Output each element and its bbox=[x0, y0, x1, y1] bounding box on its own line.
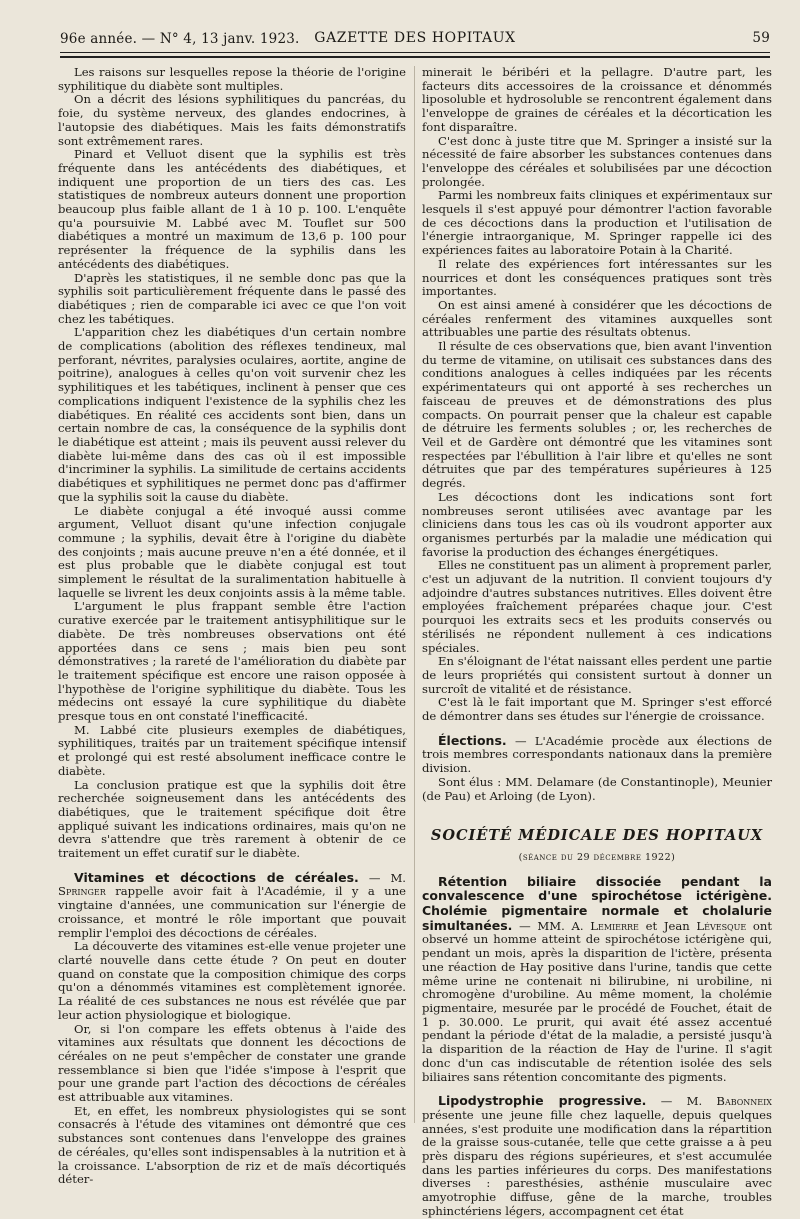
paragraph: On a décrit des lésions syphilitiques du pancréas, du foie, du système nerveux, des glandes endocrines, à l'autopsie des diabétiques. Mais les faits démonstratifs sont extrêmement rares. bbox=[58, 92, 406, 148]
author-name: Lévesque bbox=[696, 918, 747, 933]
header-rule-thick bbox=[60, 56, 770, 58]
column-divider bbox=[414, 66, 415, 1123]
paragraph: M. Labbé cite plusieurs exemples de diabétiques, syphilitiques, traités par un traitement spécifique intensif et prolongé qui est resté absolument inefficace contre le diabète. bbox=[58, 722, 406, 778]
author-prefix: — MM. A. bbox=[519, 918, 591, 933]
paragraph-text: présente une jeune fille chez laquelle, depuis quelques années, s'est produite une modification dans la répartition de la graisse sous-cutanée, telle que cette graisse a à peu près disparu des régions supérieures, et s'est accumulée dans les parties inférieures du corps. Des manifestations diverses : paresthésies, asthénie musculaire avec amyotrophie diffuse, gêne de la marche, troubles sphinctériens légers, accompagnent cet état bbox=[422, 1107, 772, 1218]
section-paragraph bbox=[422, 875, 772, 1085]
issue-line: 96e année. — N° 4, 13 janv. 1923. bbox=[60, 31, 300, 47]
paragraph: Les décoctions dont les indications sont fort nombreuses seront utilisées avec avantage par les cliniciens dans tous les cas où ils voudront apporter aux organismes perturbés par la maladie une médication qui favorise la production des échanges énergétiques. bbox=[422, 489, 772, 559]
paragraph: L'argument le plus frappant semble être l'action curative exercée par le traitement antisyphilitique sur le diabète. De très nombreuses observations ont été apportées dans ce sens ; mais bien peu sont démonstratives ; la rareté de l'amélioration du diabète par le traitement spécifique est encore une raison opposée à l'hypothèse de l'origine syphilitique du diabète. Tous les médecins ont essayé la cure syphilitique du diabète presque tous en ont constaté l'inefficacité. bbox=[58, 599, 406, 724]
paragraph: Or, si l'on compare les effets obtenus à l'aide des vitamines aux résultats que donnent les décoctions de céréales on ne peut s'empêcher de constater une grande ressemblance si bien que l'idée s'impose à l'esprit que pour une grande part l'action des décoctions de céréales est attribuable aux vitamines. bbox=[58, 1021, 406, 1105]
session-date: (séance du 29 décembre 1922) bbox=[518, 851, 676, 863]
paragraph: On est ainsi amené à considérer que les décoctions de céréales renferment des vitamines auxquelles sont attribuables une partie des résultats obtenus. bbox=[422, 297, 772, 340]
left-column bbox=[58, 66, 406, 1187]
section-paragraph bbox=[422, 734, 772, 776]
section-title-lipodystrophie: Lipodystrophie progressive. bbox=[438, 1093, 647, 1109]
paragraph-text: rappelle avoir fait à l'Académie, il y a une vingtaine d'années, une communication sur l'énergie de croissance, et montré le rôle important que pouvait remplir l'emploi des décoctions de céréales. bbox=[58, 884, 406, 940]
section-title-vitamines: Vitamines et décoctions de céréales. bbox=[74, 869, 359, 885]
page-number: 59 bbox=[752, 30, 770, 46]
paragraph: Sont élus : MM. Delamare (de Constantinople), Meunier (de Pau) et Arloing (de Lyon). bbox=[422, 774, 772, 803]
author-connector: et Jean bbox=[638, 918, 697, 933]
section-title-retention: Rétention biliaire dissociée pendant la convalescence d'une spirochétose ictérigène. Cholémie pigmentaire normale et cholalurie simultanées. bbox=[422, 873, 772, 933]
author-name: Lemierre bbox=[590, 918, 639, 933]
paragraph: La découverte des vitamines est-elle venue projeter une clarté nouvelle dans cette étude ? On peut en douter quand on constate que la composition chimique des corps qu'on a dénommés vitamines est complètement ignorée. La réalité de ces substances ne nous est révélée que par leur action physiologique et biologique. bbox=[58, 939, 406, 1022]
paragraph: Il résulte de ces observations que, bien avant l'invention du terme de vitamine, on utilisait ces substances dans des conditions analogues à celles indiquées par les récents expérimentateurs qui ont apporté à ses recherches un faisceau de preuves et de démonstrations des plus compacts. On pourrait penser que la chaleur est capable de détruire les ferments solubles ; or, les recherches de Veil et de Gardère ont démontré que les vitamines sont respectées par l'ébullition à l'air libre et qu'elles ne sont détruites que par des températures supérieures à 125 degrés. bbox=[422, 339, 772, 491]
author-name: M. Springer bbox=[58, 870, 406, 899]
paragraph: Et, en effet, les nombreux physiologistes qui se sont consacrés à l'étude des vitamines ont démontré que ces substances sont contenues dans l'enveloppe des graines de céréales, qu'elles sont indispensables à la nutrition et à la croissance. L'absorption de riz et de maïs décortiqués déter- bbox=[58, 1103, 406, 1187]
header-rule bbox=[60, 52, 770, 53]
journal-title: GAZETTE DES HOPITAUX bbox=[314, 30, 516, 46]
paragraph: Il relate des expériences fort intéressantes sur les nourrices et dont les conséquences pratiques sont très importantes. bbox=[422, 256, 772, 299]
section-paragraph: Vitamines et décoctions de céréales. — M. Springer rappelle avoir fait à l'Académie, il y a une vingtaine d'années, une communication sur l'énergie de croissance, et montré le rôle important que pouvait remplir l'emploi des décoctions de céréales. bbox=[58, 869, 406, 940]
paragraph-text: ont observé un homme atteint de spirochétose ictérigène qui, pendant un mois, après la disparition de l'ictère, présenta une réaction de Hay positive dans l'urine, tandis que cette même urine ne contenait ni bilirubine, ni urobiline, ni chromogène d'urobiline. Au même moment, la cholémie pigmentaire, mesurée par le procédé de Fouchet, était de 1 p. 30.000. Le prurit, qui avait été assez accentué pendant la période d'état de la maladie, a persisté jusqu'à la disparition de la réaction de Hay de l'urine. Il s'agit donc d'un cas indiscutable de rétention isolée des sels biliaires sans rétention concomitante des pigments. bbox=[422, 918, 773, 1084]
paragraph: En s'éloignant de l'état naissant elles perdent une partie de leurs propriétés qui consistent surtout à donner un surcroît de vitalité et de résistance. bbox=[422, 654, 772, 696]
paragraph: Pinard et Velluot disent que la syphilis est très fréquente dans les antécédents des diabétiques, et indiquent une proportion de un tiers des cas. Les statistiques de nombreux auteurs donnent une proportion beaucoup plus faible allant de 1 à 10 p. 100. L'enquête qu'a poursuivie M. Labbé avec M. Touflet sur 500 diabétiques a montré un maximum de 13,6 p. 100 pour représenter la fréquence de la syphilis dans les antécédents des diabétiques. bbox=[58, 147, 406, 271]
paragraph: D'après les statistiques, il ne semble donc pas que la syphilis soit particulièrement fréquente dans le passé des diabétiques ; rien de comparable ici avec ce que l'on voit chez les tabétiques. bbox=[58, 270, 406, 326]
right-column bbox=[422, 66, 772, 1219]
paragraph: L'apparition chez les diabétiques d'un certain nombre de complications (abolition des réflexes tendineux, mal perforant, névrites, paralysies oculaires, aortite, angine de poitrine), analogues à celles qu'on voit survenir chez les syphilitiques et les tabétiques, inclinent à penser que ces complications indiquent l'existence de la syphilis chez les diabétiques. En réalité ces accidents sont bien, dans un certain nombre de cas, la conséquence de la syphilis dont le diabétique est atteint ; mais ils peuvent aussi relever du diabète lui-même dans des cas où il est impossible d'incriminer la syphilis. La similitude de certains accidents diabétiques et syphilitiques ne permet donc pas d'affirmer que la syphilis soit la cause du diabète. bbox=[58, 325, 406, 504]
society-heading: SOCIÉTÉ MÉDICALE DES HOPITAUX bbox=[430, 827, 764, 845]
paragraph: Le diabète conjugal a été invoqué aussi comme argument, Velluot disant qu'une infection conjugale commune ; la syphilis, devait être à l'origine du diabète des conjoints ; mais aucune preuve n'en a été donnée, et il est plus probable que le diabète conjugal est tout simplement le résultat de la suralimentation habituelle à laquelle se livrent les deux conjoints assis à la même table. bbox=[58, 503, 406, 600]
paragraph: C'est là le fait important que M. Springer s'est efforcé de démontrer dans ses études sur l'énergie de croissance. bbox=[422, 695, 772, 724]
paragraph: minerait le béribéri et la pellagre. D'autre part, les facteurs dits accessoires de la croissance et dénommés liposoluble et hydrosoluble se rencontrent également dans l'enveloppe de graines de céréales et la décortication les font disparaître. bbox=[422, 65, 772, 134]
paragraph: Parmi les nombreux faits cliniques et expérimentaux sur lesquels il s'est appuyé pour démontrer l'action favorable de ces décoctions dans la production et l'utilisation de l'énergie intraorganique, M. Springer rappelle ici des expériences faites au laboratoire Potain à la Charité. bbox=[422, 188, 772, 258]
section-title-elections: Élections. bbox=[438, 732, 507, 748]
section-paragraph bbox=[422, 1094, 772, 1218]
page-header bbox=[60, 27, 770, 51]
paragraph: Elles ne constituent pas un aliment à proprement parler, c'est un adjuvant de la nutrition. Il convient toujours d'y adjoindre d'autres substances nutritives. Elles doivent être employées fraîchement préparées chaque jour. C'est pourquoi les extraits secs et les produits conservés ou stérilisés ne répondent nullement à ces indications spéciales. bbox=[422, 558, 772, 655]
paragraph: La conclusion pratique est que la syphilis doit être recherchée soigneusement dans les antécédents des diabétiques, que le traitement spécifique doit être appliqué suivant les indications ordinaires, mais qu'on ne devra s'attendre que très rarement à obtenir de ce traitement un effet curatif sur le diabète. bbox=[58, 777, 406, 861]
author-name: — M. Babonneix bbox=[660, 1094, 772, 1109]
paragraph-text: — L'Académie procède aux élections de trois membres correspondants nationaux dans la première division. bbox=[422, 733, 772, 776]
paragraph: Les raisons sur lesquelles repose la théorie de l'origine syphilitique du diabète sont multiples. bbox=[58, 65, 406, 93]
paragraph: C'est donc à juste titre que M. Springer a insisté sur la nécessité de faire absorber les substances contenues dans l'enveloppe des céréales et solubilisées par une décoction prolongée. bbox=[422, 133, 772, 189]
